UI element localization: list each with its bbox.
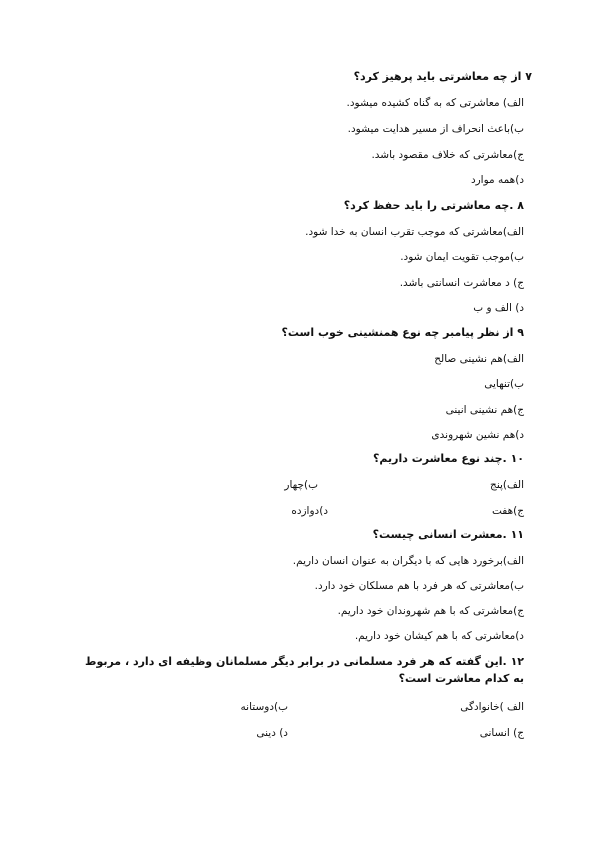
option-text: الف)هم نشینی صالح	[434, 353, 524, 365]
option-text: الف)برخورد هایی که با دیگران به عنوان انسان داریم.	[292, 555, 524, 567]
option-text: ب)معاشرتی که هر فرد با هم مسلکان خود دارد.	[314, 580, 524, 592]
option-text: الف)معاشرتی که موجب تقرب انسان به خدا شود.	[305, 226, 524, 238]
question-12-title-text: ۱۲ .این گفته که هر فرد مسلمانی در برابر دیگر مسلمانان وظیفه ای دارد ، مربوط به کدام معاشرت است؟	[85, 655, 524, 685]
option-text: ج)هفت	[491, 505, 524, 517]
option-text: د)هم نشین شهروندی	[431, 429, 524, 441]
question-7-title-text: ۷ از چه معاشرتی باید پرهیز کرد؟	[353, 70, 532, 83]
question-11-title-text: ۱۱ .معشرت انسانی چیست؟	[372, 528, 524, 541]
option-text: د) دینی	[256, 727, 288, 739]
option-text: ب)دوستانه	[240, 701, 288, 713]
option-text: ب)تنهایی	[484, 378, 524, 390]
question-12-title	[0, 653, 596, 687]
option-text: الف)پنج	[490, 479, 524, 491]
option-text: ج)معاشرتی که با هم شهروندان خود داریم.	[337, 605, 524, 617]
question-9-title-text: ۹ از نظر پیامبر چه نوع همنشینی خوب است؟	[281, 326, 524, 339]
option-text: ب)چهار	[284, 479, 318, 491]
option-text: د)دوازده	[291, 505, 328, 517]
option-text: ج) د معاشرت انسانتی باشد.	[399, 277, 524, 289]
option-text: ج)معاشرتی که خلاف مقصود باشد.	[371, 149, 524, 161]
option-text: الف )خانوادگی	[460, 701, 524, 713]
option-text: ب)موجب تقویت ایمان شود.	[400, 251, 524, 263]
option-text: ج)هم نشینی انینی	[445, 404, 524, 416]
option-text: الف) معاشرتی که به گناه کشیده میشود.	[346, 97, 524, 109]
question-10-title-text: ۱۰ .چند نوع معاشرت داریم؟	[373, 452, 524, 465]
option-text: د)همه موارد	[470, 174, 524, 186]
option-text: د)معاشرتی که با هم کیشان خود داریم.	[354, 630, 524, 642]
question-8-title-text: ۸ .چه معاشرتی را باید حفظ کرد؟	[343, 199, 524, 212]
option-text: ب)باعث انحراف از مسیر هدایت میشود.	[347, 123, 524, 135]
option-text: د) الف و ب	[473, 302, 524, 314]
option-text: ج) انسانی	[479, 727, 524, 739]
